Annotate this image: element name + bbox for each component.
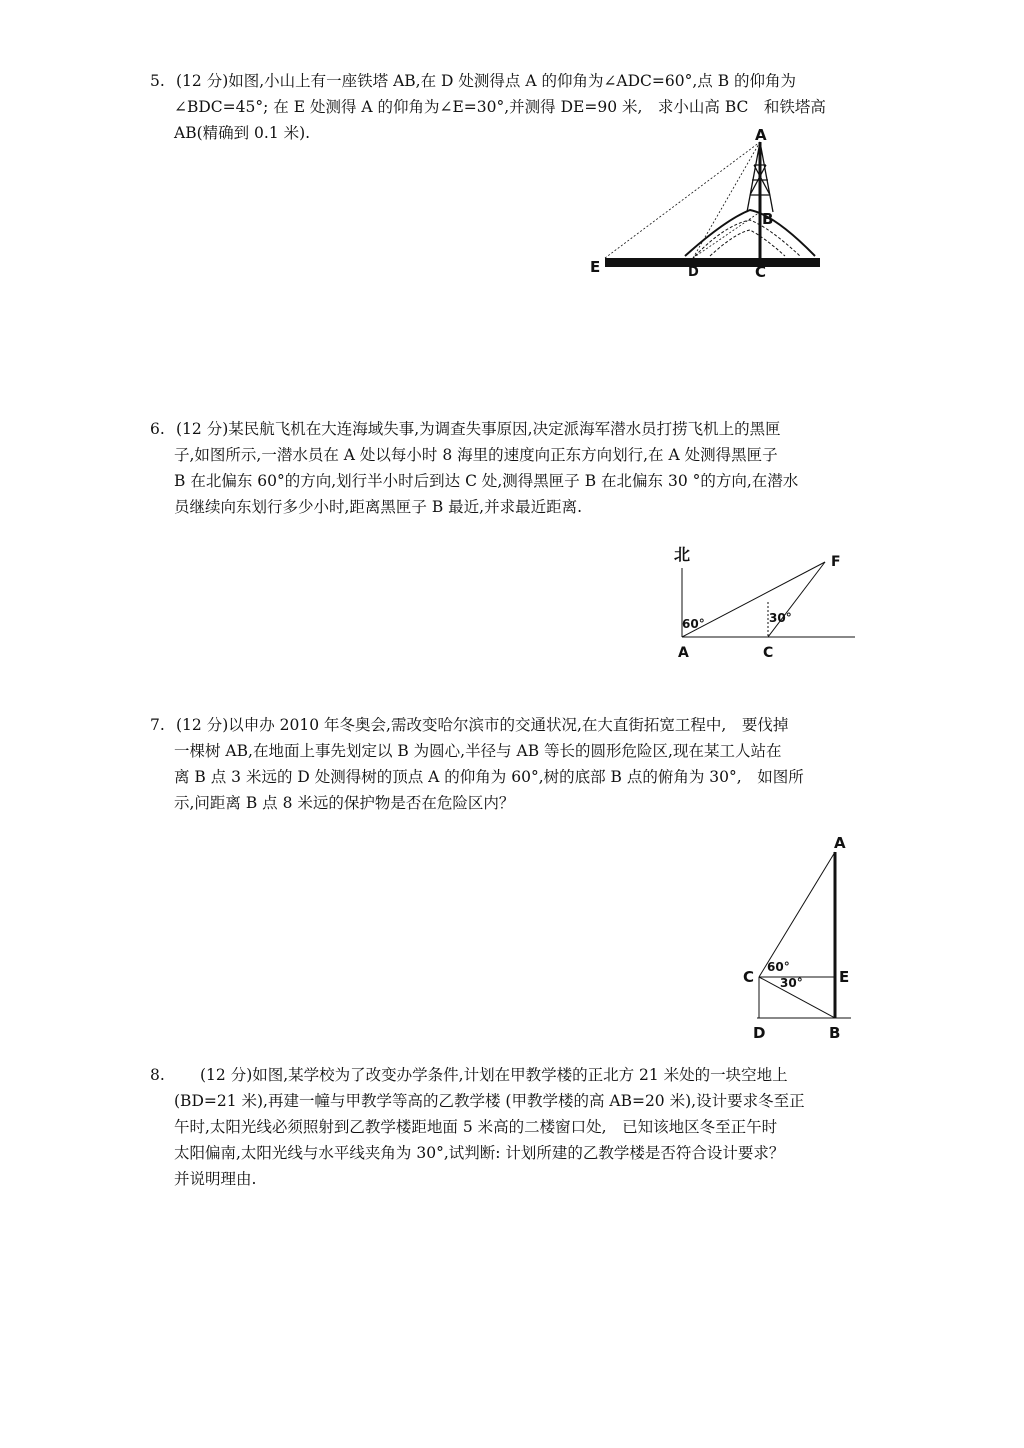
problem-7 bbox=[150, 712, 870, 816]
hill-outline bbox=[685, 210, 815, 256]
label-angle-30: 30° bbox=[780, 976, 803, 990]
problem-7-line-1: 7. (12 分)以申办 2010 年冬奥会,需改变哈尔滨市的交通状况,在大直街拓宽工程中, 要伐掉 bbox=[150, 712, 870, 738]
problem-8 bbox=[150, 1062, 870, 1192]
label-angle-30: 30° bbox=[769, 611, 792, 625]
ground-line bbox=[605, 258, 820, 267]
problem-8-line-2: (BD=21 米),再建一幢与甲教学等高的乙教学楼 (甲教学楼的高 AB=20 米),设计要求冬至正 bbox=[174, 1092, 805, 1110]
label-b: B bbox=[829, 1024, 841, 1042]
sight-line-d-a bbox=[693, 142, 760, 258]
label-angle-60: 60° bbox=[767, 960, 790, 974]
label-d: D bbox=[753, 1024, 766, 1042]
label-c: C bbox=[763, 645, 774, 661]
line-c-f bbox=[768, 562, 825, 637]
label-angle-60: 60° bbox=[682, 617, 705, 631]
problem-8-line-4: 太阳偏南,太阳光线与水平线夹角为 30°,试判断: 计划所建的乙教学楼是否符合设计要求？ bbox=[174, 1144, 785, 1162]
label-c: C bbox=[743, 968, 755, 986]
line-c-a bbox=[759, 852, 835, 977]
sight-line-e-a bbox=[605, 142, 760, 258]
figure-navigation bbox=[670, 540, 870, 665]
problem-7-line-3: 离 B 点 3 米远的 D 处测得树的顶点 A 的仰角为 60°,树的底部 B 点的俯角为 30°, 如图所 bbox=[174, 768, 804, 786]
label-f: F bbox=[831, 554, 841, 570]
hill-contour-1 bbox=[695, 220, 800, 256]
label-north: 北 bbox=[674, 545, 691, 564]
problem-7-line-2: 一棵树 AB,在地面上事先划定以 B 为圆心,半径与 AB 等长的圆形危险区,现在某工人站在 bbox=[174, 742, 782, 760]
problem-6-line-2: 子,如图所示,一潜水员在 A 处以每小时 8 海里的速度向正东方向划行,在 A 处测得黑匣子 bbox=[174, 446, 778, 464]
problem-6 bbox=[150, 416, 870, 520]
label-c: C bbox=[755, 263, 767, 281]
problem-5-number: 5. bbox=[150, 72, 165, 90]
label-b: B bbox=[762, 210, 774, 228]
problem-8-line-5: 并说明理由. bbox=[174, 1170, 257, 1188]
problem-5-line-3: AB(精确到 0.1 米). bbox=[174, 124, 311, 142]
problem-8-line-3: 午时,太阳光线必须照射到乙教学楼距地面 5 米高的二楼窗口处, 已知该地区冬至正午时 bbox=[174, 1118, 778, 1136]
problem-6-number: 6. bbox=[150, 420, 165, 438]
label-a: A bbox=[755, 126, 767, 144]
problem-8-number: 8. bbox=[150, 1066, 165, 1084]
label-e: E bbox=[590, 258, 601, 276]
figure-tree bbox=[735, 832, 865, 1047]
problem-5-line-2: ∠BDC=45°; 在 E 处测得 A 的仰角为∠E=30°,并测得 DE=90 米, 求小山高 BC 和铁塔高 bbox=[174, 98, 826, 116]
problem-7-number: 7. bbox=[150, 716, 165, 734]
problem-6-line-1: 6. (12 分)某民航飞机在大连海域失事,为调查失事原因,决定派海军潜水员打捞飞机上的黑匣 bbox=[150, 416, 870, 442]
hill-contour-2 bbox=[710, 230, 785, 256]
problem-5-line-1: 5. (12 分)如图,小山上有一座铁塔 AB,在 D 处测得点 A 的仰角为∠ADC=60°,点 B 的仰角为 bbox=[150, 68, 870, 94]
figure-tower-hill bbox=[585, 120, 835, 280]
problem-6-line-4: 员继续向东划行多少小时,距离黑匣子 B 最近,并求最近距离. bbox=[174, 498, 583, 516]
problem-8-line-1: 8. (12 分)如图,某学校为了改变办学条件,计划在甲教学楼的正北方 21 米处的一块空地上 bbox=[150, 1062, 870, 1088]
label-d: D bbox=[688, 265, 699, 280]
label-a: A bbox=[678, 645, 689, 661]
problem-7-line-4: 示,问距离 B 点 8 米远的保护物是否在危险区内？ bbox=[174, 794, 515, 812]
label-e: E bbox=[839, 968, 850, 986]
sight-line-d-b bbox=[693, 212, 760, 258]
problem-6-line-3: B 在北偏东 60°的方向,划行半小时后到达 C 处,测得黑匣子 B 在北偏东 30 °的方向,在潜水 bbox=[174, 472, 799, 490]
label-a: A bbox=[834, 834, 846, 852]
